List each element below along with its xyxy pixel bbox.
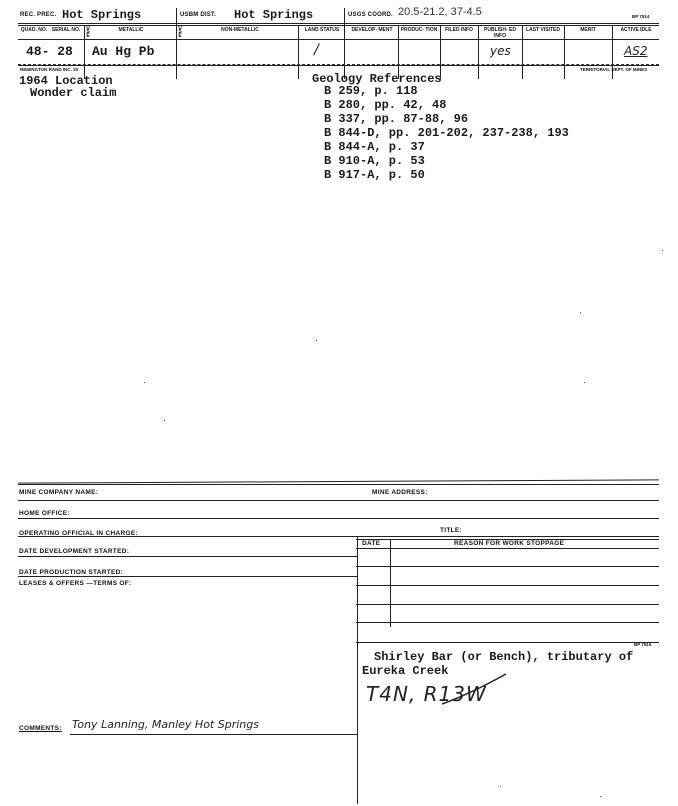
col-serial: SERIAL NO. [51,27,81,33]
ref-item: B 844-D, pp. 201-202, 237-238, 193 [324,126,569,140]
ref-item: B 259, p. 118 [324,84,418,98]
speck [144,382,145,383]
published-info-value: yes [490,44,511,58]
col-metallic: METALLIC [118,27,144,33]
speck [164,420,165,421]
col-filed-info: FILED INFO [445,27,473,33]
ref-item: B 917-A, p. 50 [324,168,425,182]
title-label: TITLE: [440,527,463,534]
refs-list [324,84,569,182]
operating-official-label: OPERATING OFFICIAL IN CHARGE: [19,530,138,537]
col-use-metallic: U S E [86,25,90,39]
speck [584,382,585,383]
township-range: T4N, R13W [366,682,487,706]
refs-title: Geology References [312,72,442,86]
col-production: PRODUC- TION [400,27,438,33]
speck [500,786,501,787]
col-published-info: PUBLISH- ED INFO [484,27,516,39]
col-nonmetallic: NON-METALLIC [221,27,259,33]
form-number-2: BP 7515 [634,642,652,647]
rec-prec-label: REC. PREC. [20,12,57,18]
col-land-status: LAND STATUS [304,27,340,33]
col-development: DEVELOP- MENT [351,27,393,33]
speck [662,250,663,251]
printer-mark: REMINGTON RAND INC. 20 [20,67,79,72]
date-production-label: DATE PRODUCTION STARTED: [19,569,124,576]
home-office-label: HOME OFFICE: [19,510,70,517]
location-line-2: Wonder claim [30,86,117,100]
ref-item: B 337, pp. 87-88, 96 [324,112,469,126]
active-idle-value: AS2 [624,44,648,58]
date-column-header: DATE [362,540,381,547]
speck [600,796,601,797]
signature-stroke [440,672,510,708]
speck [580,312,581,313]
col-quad: QUAD. NO. [20,27,48,33]
location-description: Shirley Bar (or Bench), tributary of Eureka Creek [362,650,634,678]
mine-company-name-label: MINE COMPANY NAME: [19,489,99,496]
location-line-1: 1964 Location [19,74,113,88]
col-merit: MERIT [580,27,596,33]
usgs-coord-value: 20.5-21.2, 37-4.5 [398,6,482,18]
col-active-idle: ACTIVE IDLE [620,27,652,33]
usbm-dist-label: USBM DIST. [180,12,217,18]
ref-item: B 280, pp. 42, 48 [324,98,447,112]
comments-value: Tony Lanning, Manley Hot Springs [72,718,259,731]
date-development-label: DATE DEVELOPMENT STARTED: [19,548,130,555]
usbm-dist-value: Hot Springs [234,8,314,22]
leases-label: LEASES & OFFERS —TERMS OF: [19,580,132,587]
ref-item: B 910-A, p. 53 [324,154,425,168]
reason-column-header: REASON FOR WORK STOPPAGE [454,540,565,547]
col-last-visited: LAST VISITED [526,27,560,33]
comments-label: COMMENTS: [19,725,62,732]
form-number: BP 7514 [632,14,650,19]
mine-address-label: MINE ADDRESS: [372,489,428,496]
rec-prec-value: Hot Springs [62,8,142,22]
col-use-nonmetallic: U S E [178,25,182,39]
ref-item: B 844-A, p. 37 [324,140,425,154]
speck [316,340,317,341]
usgs-coord-label: USGS COORD. [348,12,393,18]
quad-serial-value: 48- 28 [26,44,73,59]
land-status-value: / [314,42,319,58]
metallic-value: Au Hg Pb [92,44,155,59]
dept-mark: TERRITORIAL DEPT. OF MINES [580,67,648,72]
